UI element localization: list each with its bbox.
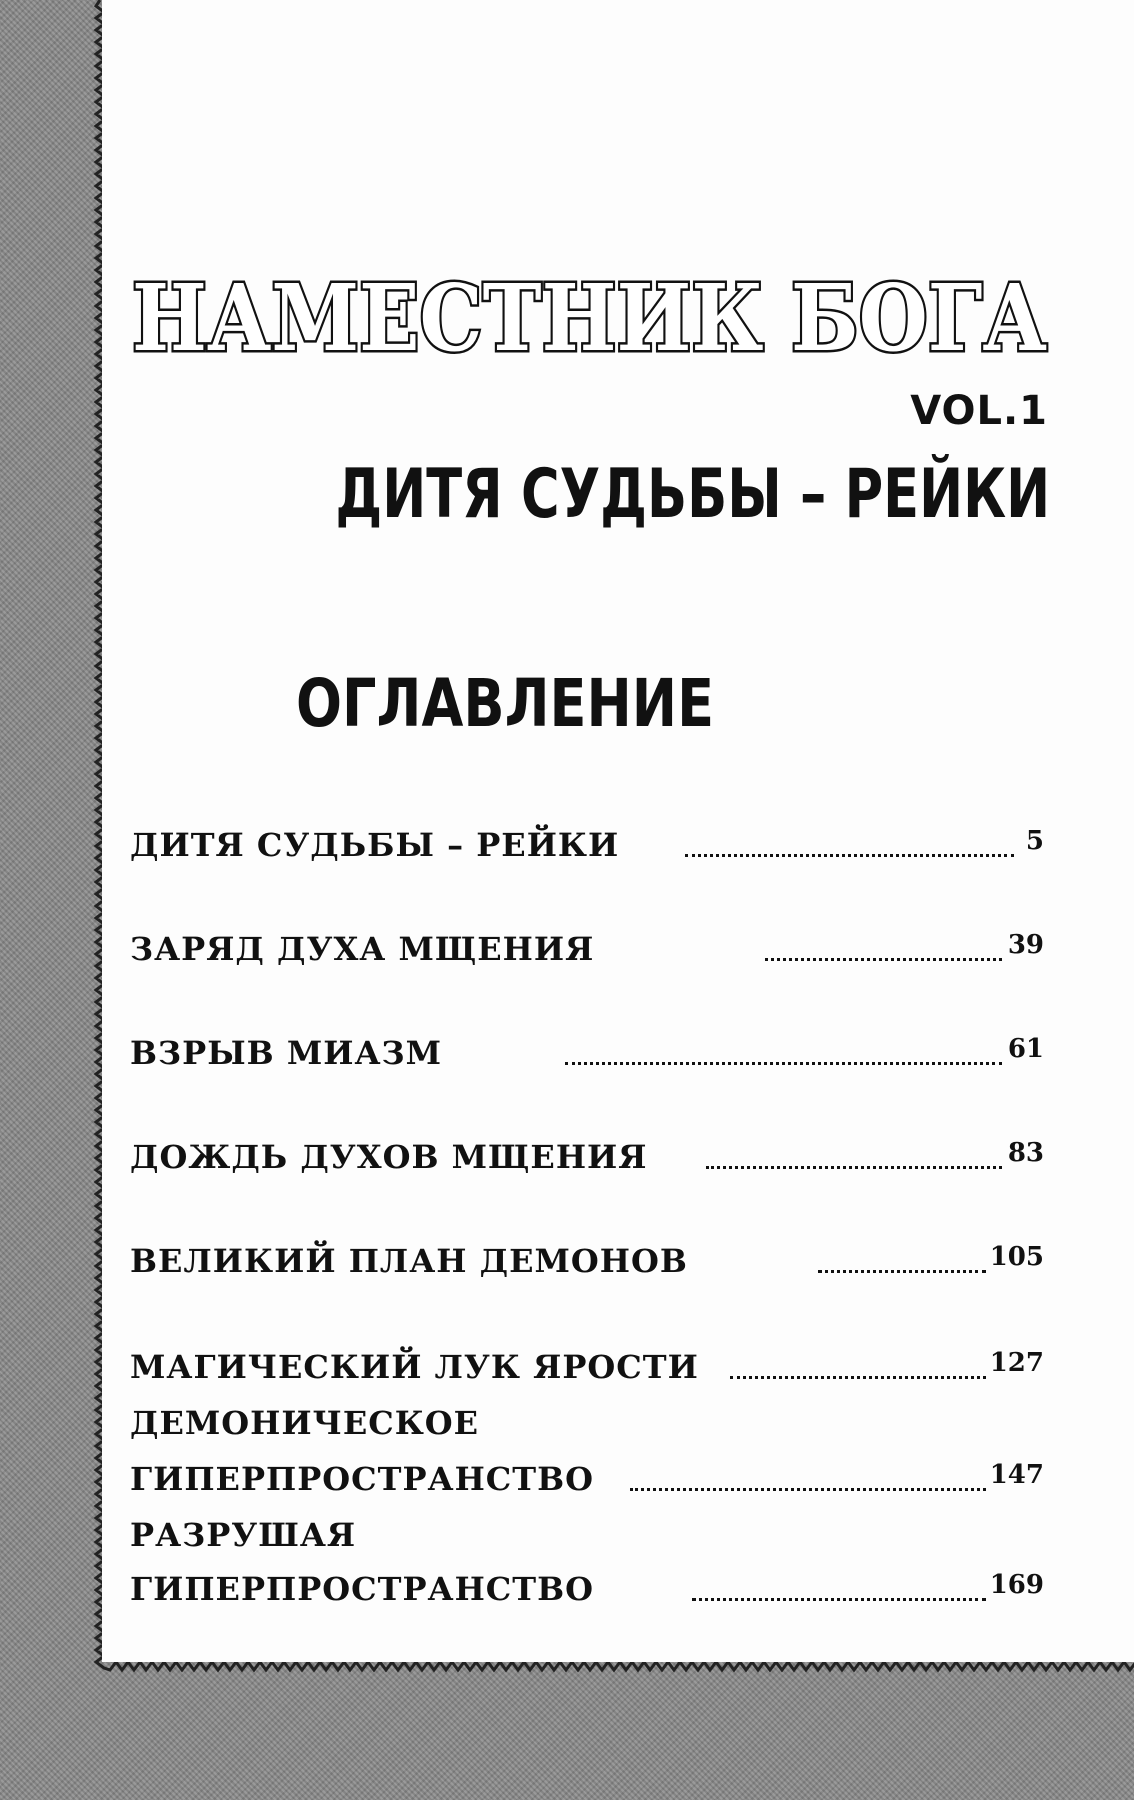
toc-entry [130, 930, 1044, 970]
toc-entry [130, 1348, 1044, 1388]
toc-entry-label: МАГИЧЕСКИЙ ЛУК ЯРОСТИ [130, 1348, 699, 1386]
toc-entry-label: ВЗРЫВ МИАЗМ [130, 1034, 443, 1072]
toc-entry-label-line1: РАЗРУШАЯ [130, 1516, 357, 1554]
leader-dots [818, 1266, 986, 1273]
toc-entry-page: 147 [989, 1460, 1044, 1490]
toc-entry-label-line1: ДЕМОНИЧЕСКОЕ [130, 1404, 480, 1442]
toc-entry-page: 39 [1007, 930, 1044, 960]
toc-entry-label-line2: ГИПЕРПРОСТРАНСТВО [130, 1460, 594, 1498]
toc-entry [130, 1034, 1044, 1074]
leader-dots [565, 1058, 1002, 1065]
leader-dots [730, 1372, 986, 1379]
title-text: НАМЕСТНИК БОГА [132, 264, 1048, 372]
page-panel [102, 0, 1134, 1662]
toc-entry [130, 1460, 1044, 1500]
toc-heading: ОГЛАВЛЕНИЕ [296, 665, 715, 742]
toc-entry-page: 169 [989, 1570, 1044, 1600]
toc-entry-page: 127 [989, 1348, 1044, 1378]
toc-entry-label-line2: ГИПЕРПРОСТРАНСТВО [130, 1570, 594, 1608]
toc-entry [130, 826, 1044, 866]
toc-entry-label: ВЕЛИКИЙ ПЛАН ДЕМОНОВ [130, 1242, 688, 1280]
leader-dots [706, 1162, 1002, 1169]
toc-entry-page: 5 [1025, 826, 1044, 856]
leader-dots [630, 1484, 986, 1491]
toc-entry-page: 61 [1007, 1034, 1044, 1064]
toc-entry [130, 1242, 1044, 1282]
toc-entry [130, 1570, 1044, 1610]
title-logo [132, 262, 1052, 372]
leader-dots [685, 850, 1014, 857]
subtitle: ДИТЯ СУДЬБЫ – РЕЙКИ [335, 455, 1050, 534]
toc-entry-page: 83 [1007, 1138, 1044, 1168]
leader-dots [765, 954, 1002, 961]
toc-entry-page: 105 [989, 1242, 1044, 1272]
leader-dots [692, 1594, 986, 1601]
toc-entry-label: ДОЖДЬ ДУХОВ МЩЕНИЯ [130, 1138, 648, 1176]
toc-entry-label: ДИТЯ СУДЬБЫ – РЕЙКИ [130, 826, 620, 864]
toc-entry-label: ЗАРЯД ДУХА МЩЕНИЯ [130, 930, 595, 968]
toc-entry [130, 1138, 1044, 1178]
volume-label: VOL.1 [910, 388, 1048, 434]
